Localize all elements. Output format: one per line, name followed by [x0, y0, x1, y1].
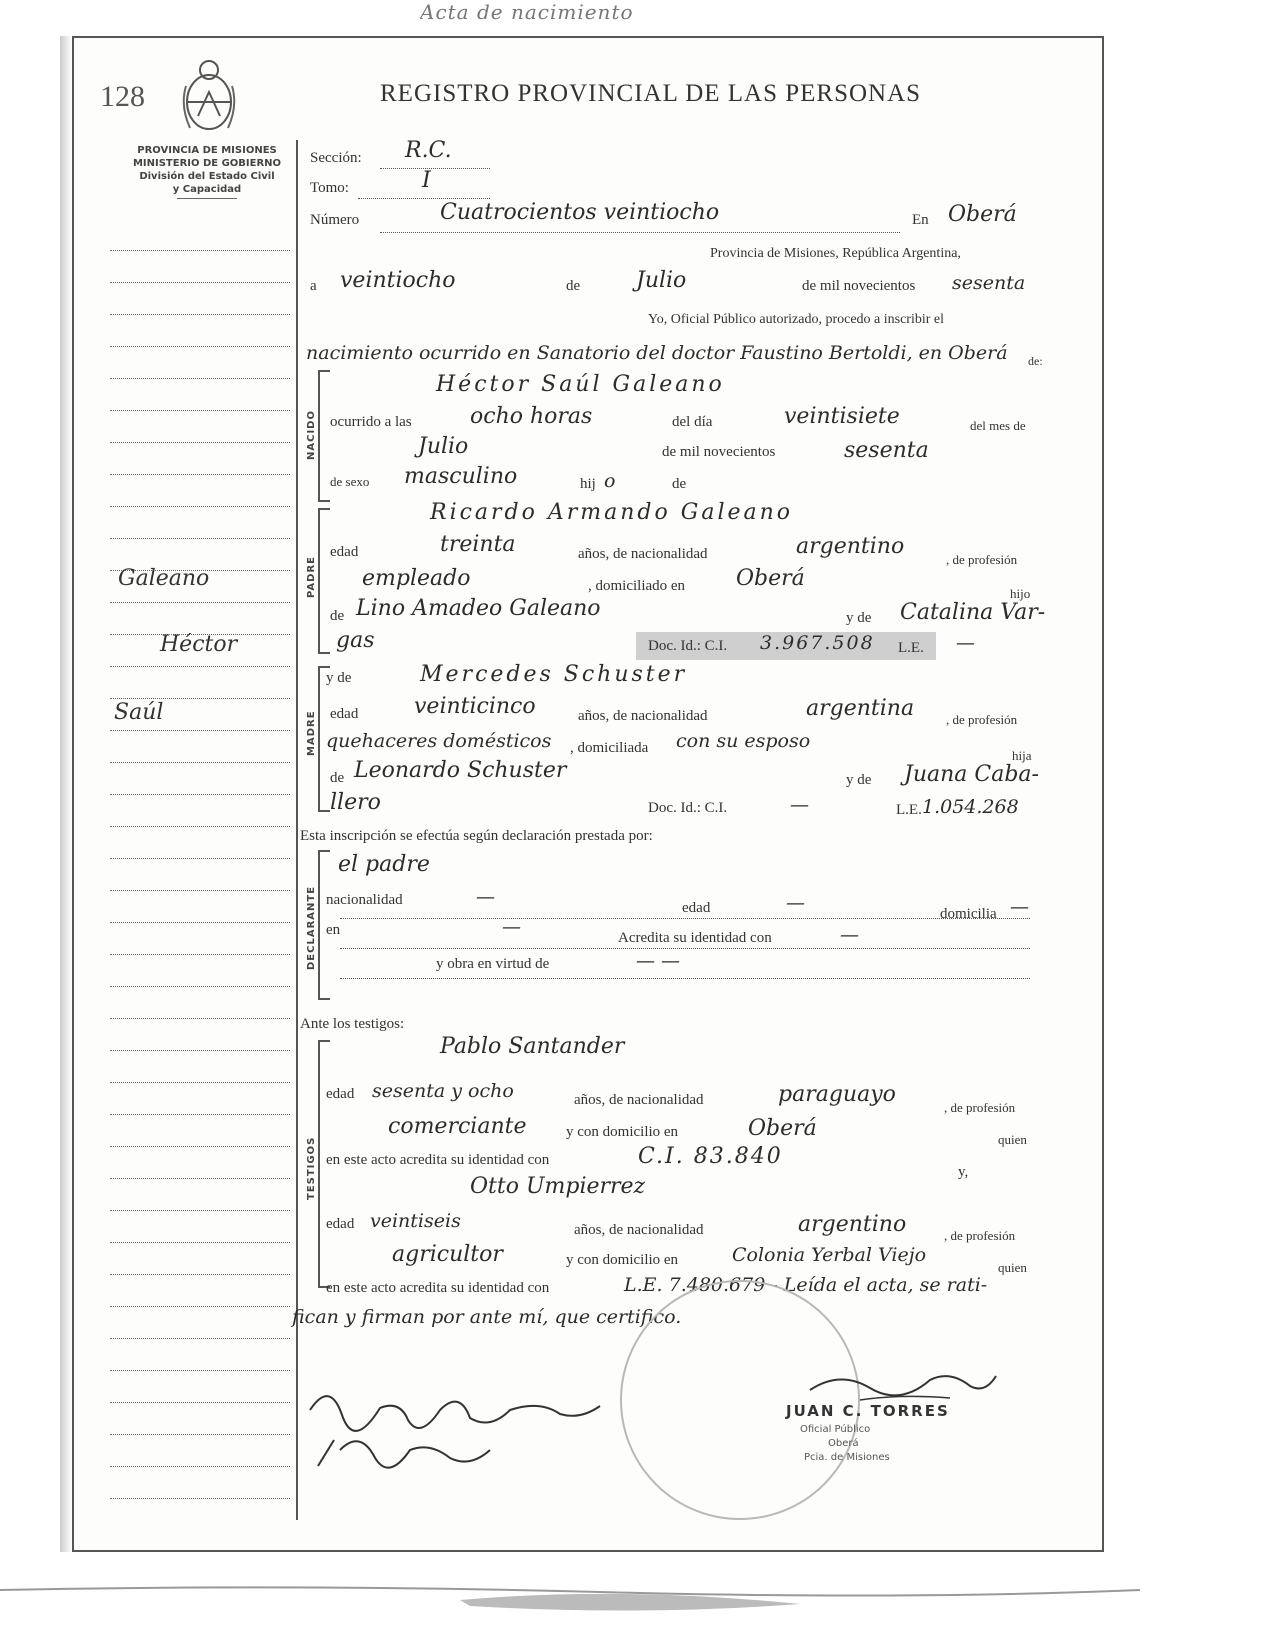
- value-padre-madre-cont: gas: [336, 628, 375, 653]
- dotted-line: [340, 978, 1030, 979]
- value-t2-edad: veintiseis: [370, 1210, 461, 1232]
- section-label-nacido: NACIDO: [306, 410, 317, 460]
- label-de-2: de: [672, 476, 687, 492]
- label-y-de-3: y de: [846, 772, 872, 788]
- label-hijo: hijo: [1010, 586, 1031, 601]
- value-madre-le: 1.054.268: [922, 796, 1019, 818]
- label-hij: hij: [580, 476, 596, 492]
- value-t2-dom: Colonia Yerbal Viejo: [732, 1244, 927, 1266]
- label-de-profesion-5: , de profesión: [944, 1228, 1016, 1243]
- value-t1-prof: comerciante: [388, 1114, 527, 1139]
- header-line-3: División del Estado Civil: [139, 171, 275, 182]
- label-y-con-domicilio: y con domicilio en: [566, 1124, 679, 1140]
- page-number: 128: [100, 80, 145, 113]
- value-t2-doc: L.E. 7.480.679 - Leída el acta, se rati-: [624, 1274, 988, 1296]
- signature-official: [800, 1350, 1000, 1410]
- value-t2-prof: agricultor: [392, 1242, 503, 1267]
- margin-second-name: Saúl: [114, 700, 164, 725]
- label-en: En: [912, 212, 929, 228]
- value-mes: Julio: [636, 268, 687, 293]
- label-tomo: Tomo:: [310, 180, 349, 196]
- dotted-line: [340, 918, 1030, 919]
- label-nacionalidad: nacionalidad: [326, 892, 403, 908]
- label-esta-inscripcion: Esta inscripción se efectúa según declaración prestada por:: [300, 828, 653, 844]
- stamp-line-1: Oficial Público: [800, 1424, 871, 1435]
- label-le-2: L.E.: [896, 802, 922, 818]
- stamp-line-3: Pcia. de Misiones: [804, 1452, 890, 1463]
- label-acredita: Acredita su identidad con: [618, 930, 772, 946]
- value-hecho: nacimiento ocurrido en Sanatorio del doctor Faustino Bertoldi, en Oberá: [306, 342, 1008, 364]
- value-hij-suffix: o: [604, 470, 616, 492]
- value-dia-nac: veintisiete: [784, 404, 900, 429]
- top-handwritten-note: Acta de nacimiento: [420, 0, 634, 22]
- value-dia: veintiocho: [340, 268, 456, 293]
- dotted-line: [380, 232, 900, 233]
- value-madre-prof: quehaceres domésticos: [326, 730, 552, 752]
- label-de-end: de:: [1028, 354, 1043, 368]
- value-padre-edad: treinta: [440, 532, 516, 557]
- label-y-con-domicilio-2: y con domicilio en: [566, 1252, 679, 1268]
- value-padre-dom: Oberá: [736, 566, 805, 591]
- label-y-de-2: y de: [326, 670, 352, 686]
- section-label-declarante: DECLARANTE: [306, 885, 317, 970]
- value-hora: ocho horas: [470, 404, 593, 429]
- margin-first-name: Héctor: [160, 632, 238, 657]
- label-y-end: y,: [958, 1164, 969, 1180]
- page-curl-shadow: [0, 1560, 1140, 1630]
- label-edad-4: edad: [326, 1086, 355, 1102]
- label-ante-testigos: Ante los testigos:: [300, 1016, 405, 1032]
- label-anos-nac-4: años, de nacionalidad: [574, 1092, 704, 1108]
- value-padre-madre: Catalina Var-: [900, 600, 1046, 625]
- label-de-profesion: , de profesión: [946, 552, 1018, 567]
- value-padre-prof: empleado: [362, 566, 471, 591]
- value-madre-madre-cont: llero: [330, 790, 381, 815]
- header-line-2: MINISTERIO DE GOBIERNO: [132, 158, 282, 169]
- label-hija: hija: [1012, 748, 1032, 763]
- value-seccion: R.C.: [405, 138, 452, 163]
- label-de-mil-2: de mil novecientos: [662, 444, 776, 460]
- value-numero: Cuatrocientos veintiocho: [440, 200, 720, 225]
- label-en-este-acto: en este acto acredita su identidad con: [326, 1152, 550, 1168]
- label-anos-nac-5: años, de nacionalidad: [574, 1222, 704, 1238]
- value-padre-nombre: Ricardo Armando Galeano: [430, 500, 794, 525]
- label-de-sexo: de sexo: [330, 474, 370, 489]
- value-dec-nac: —: [476, 886, 495, 908]
- value-lugar: Oberá: [948, 202, 1017, 227]
- value-madre-padre: Leonardo Schuster: [354, 758, 567, 783]
- label-quien-2: quien: [998, 1260, 1027, 1275]
- label-yo-oficial: Yo, Oficial Público autorizado, procedo a inscribir el: [648, 312, 945, 327]
- value-t1-edad: sesenta y ocho: [372, 1080, 514, 1102]
- label-a: a: [310, 278, 317, 294]
- label-y-obra: y obra en virtud de: [436, 956, 550, 972]
- label-quien: quien: [998, 1132, 1027, 1147]
- label-le: L.E.: [898, 640, 924, 656]
- stamp-official-name: JUAN C. TORRES: [786, 1402, 950, 1420]
- label-de-profesion-4: , de profesión: [944, 1100, 1016, 1115]
- value-madre-madre: Juana Caba-: [904, 762, 1039, 787]
- label-domicilia: domicilia: [940, 906, 997, 922]
- label-edad-5: edad: [326, 1216, 355, 1232]
- value-t1-dom: Oberá: [748, 1116, 817, 1141]
- label-domiciliada: , domiciliada: [570, 740, 649, 756]
- value-padre-ci: 3.967.508: [760, 632, 875, 654]
- value-nacido-nombre: Héctor Saúl Galeano: [436, 372, 725, 397]
- value-dec-dom: —: [1010, 896, 1029, 918]
- value-dec-obra: — —: [636, 950, 681, 972]
- value-anio-nac: sesenta: [844, 438, 929, 463]
- label-numero: Número: [310, 212, 360, 228]
- label-del-dia: del día: [672, 414, 713, 430]
- value-madre-ci: —: [790, 794, 809, 816]
- label-de-3: de: [330, 608, 345, 624]
- document-title: REGISTRO PROVINCIAL DE LAS PERSONAS: [380, 80, 922, 107]
- coat-of-arms-icon: [178, 56, 240, 138]
- value-padre-le: —: [956, 632, 975, 654]
- label-en-este-acto-2: en este acto acredita su identidad con: [326, 1280, 550, 1296]
- label-seccion: Sección:: [310, 150, 362, 166]
- label-de-profesion-2: , de profesión: [946, 712, 1018, 727]
- signature-witness-1: [300, 1370, 620, 1480]
- section-label-testigos: TESTIGOS: [306, 1136, 317, 1200]
- stamp-line-2: Oberá: [828, 1438, 859, 1449]
- value-madre-nombre: Mercedes Schuster: [420, 662, 688, 687]
- value-madre-edad: veinticinco: [414, 694, 536, 719]
- label-doc-ci: Doc. Id.: C.I.: [648, 638, 728, 654]
- label-y-de: y de: [846, 610, 872, 626]
- label-edad-3: edad: [682, 900, 711, 916]
- dotted-line: [380, 168, 490, 169]
- header-underline: [177, 198, 237, 199]
- label-domiciliado: , domiciliado en: [588, 578, 686, 594]
- value-t1-doc: C.I. 83.840: [638, 1144, 783, 1169]
- margin-ruled-lines: [110, 250, 290, 1530]
- value-dec-edad: —: [786, 892, 805, 914]
- value-tomo: I: [422, 168, 431, 193]
- label-de-mil: de mil novecientos: [802, 278, 916, 294]
- label-de: de: [566, 278, 581, 294]
- value-declarante: el padre: [338, 852, 430, 877]
- label-edad-2: edad: [330, 706, 359, 722]
- value-cierre: fican y firman por ante mí, que certifico.: [292, 1306, 682, 1328]
- issuing-authority: [112, 144, 302, 199]
- value-testigo-2: Otto Umpierrez: [470, 1174, 646, 1199]
- section-label-madre: MADRE: [306, 710, 317, 756]
- value-anio: sesenta: [952, 272, 1026, 294]
- value-t1-nac: paraguayo: [778, 1082, 896, 1107]
- label-edad: edad: [330, 544, 359, 560]
- value-testigo-1: Pablo Santander: [440, 1034, 625, 1059]
- page-edge-shadow: [60, 36, 72, 1552]
- label-de-4: de: [330, 770, 345, 786]
- value-padre-nac: argentino: [796, 534, 905, 559]
- label-anos-nac: años, de nacionalidad: [578, 546, 708, 562]
- value-mes-nac: Julio: [418, 434, 469, 459]
- value-sexo: masculino: [404, 464, 518, 489]
- label-doc-ci-2: Doc. Id.: C.I.: [648, 800, 728, 816]
- header-line-1: PROVINCIA DE MISIONES: [137, 145, 277, 156]
- label-provincia: Provincia de Misiones, República Argentina,: [710, 246, 961, 261]
- label-anos-nac-2: años, de nacionalidad: [578, 708, 708, 724]
- header-line-4: y Capacidad: [172, 184, 242, 195]
- value-dec-en: —: [502, 916, 521, 938]
- value-madre-dom: con su esposo: [676, 730, 811, 752]
- value-madre-nac: argentina: [806, 696, 915, 721]
- section-label-padre: PADRE: [306, 556, 317, 598]
- dotted-line: [358, 198, 490, 199]
- label-del-mes: del mes de: [970, 418, 1026, 433]
- value-t2-nac: argentino: [798, 1212, 907, 1237]
- label-en-2: en: [326, 922, 341, 938]
- value-padre-padre: Lino Amadeo Galeano: [356, 596, 601, 621]
- dotted-line: [340, 948, 1030, 949]
- margin-surname: Galeano: [118, 566, 210, 591]
- value-dec-acredita: —: [840, 924, 859, 946]
- label-ocurrido: ocurrido a las: [330, 414, 412, 430]
